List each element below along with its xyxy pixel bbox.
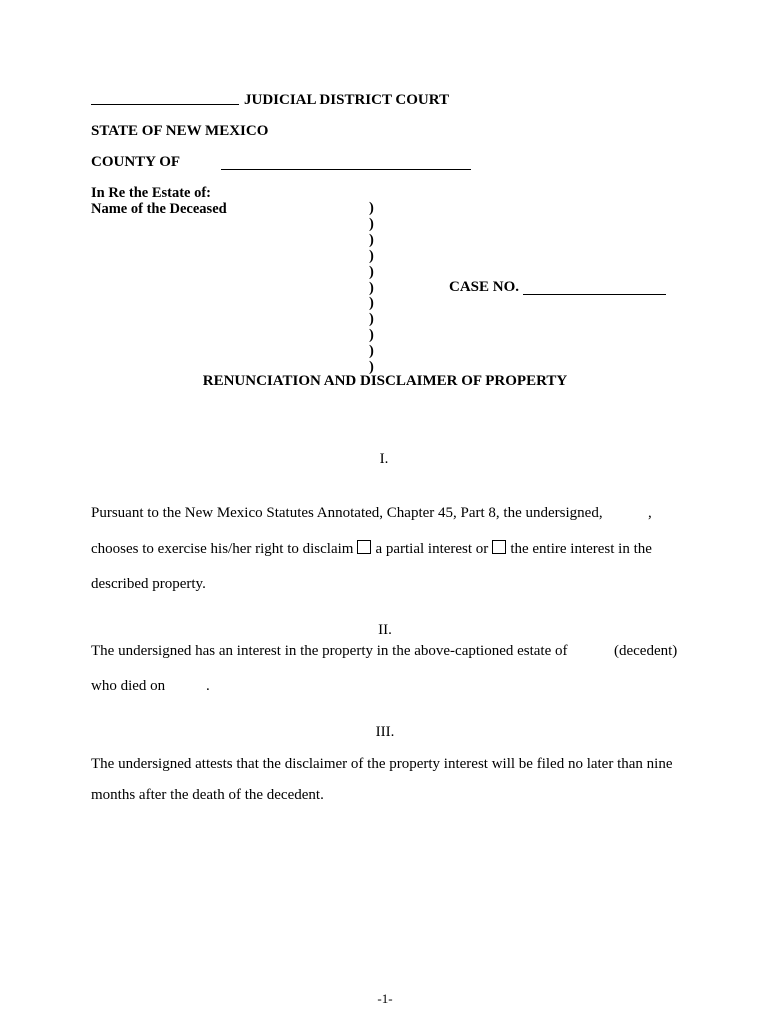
county-blank-line[interactable]	[221, 169, 471, 170]
county-label: COUNTY OF	[91, 154, 181, 170]
section-1-comma: ,	[648, 505, 652, 521]
partial-interest-label: a partial interest or	[375, 541, 489, 557]
decedent-tag: (decedent)	[614, 643, 678, 659]
section-3-line-2: months after the death of the decedent.	[91, 787, 324, 803]
paren: )	[369, 343, 374, 360]
paren: )	[369, 200, 374, 216]
deceased-label: Name of the Deceased	[91, 201, 227, 217]
entire-interest-label: the entire interest in the	[510, 541, 652, 557]
case-no-blank-line[interactable]	[523, 294, 666, 295]
paren: )	[369, 263, 374, 280]
in-re-label: In Re the Estate of:	[91, 185, 212, 201]
caption-parens	[369, 201, 374, 376]
entire-interest-checkbox[interactable]	[492, 540, 506, 554]
section-1-numeral: I.	[379, 451, 389, 467]
document-title: RENUNCIATION AND DISCLAIMER OF PROPERTY	[202, 373, 568, 389]
section-1-line-1: Pursuant to the New Mexico Statutes Annotated, Chapter 45, Part 8, the undersigned,	[91, 505, 603, 521]
section-3-numeral: III.	[375, 724, 395, 740]
paren: )	[369, 327, 374, 344]
paren: )	[369, 359, 374, 376]
paren: )	[369, 311, 374, 328]
case-no-label: CASE NO.	[449, 279, 520, 295]
page-number: -1-	[377, 991, 393, 1006]
section-2-period: .	[206, 678, 210, 694]
paren: )	[369, 247, 374, 264]
court-title: JUDICIAL DISTRICT COURT	[244, 92, 450, 108]
section-1-line-2	[91, 540, 652, 558]
paren: )	[369, 279, 374, 296]
section-3-line-1: The undersigned attests that the disclaimer of the property interest will be filed no later than nine	[91, 756, 673, 772]
state-label: STATE OF NEW MEXICO	[91, 123, 269, 139]
section-2-line-2: who died on	[91, 678, 166, 694]
district-blank-line[interactable]	[91, 104, 239, 105]
paren: )	[369, 215, 374, 232]
partial-interest-checkbox[interactable]	[357, 540, 371, 554]
section-2-line-1: The undersigned has an interest in the property in the above-captioned estate of	[91, 643, 568, 659]
paren: )	[369, 295, 374, 312]
paren: )	[369, 231, 374, 248]
disclaim-prefix: chooses to exercise his/her right to disclaim	[91, 541, 354, 557]
section-2-numeral: II.	[378, 622, 392, 638]
section-1-line-3: described property.	[91, 576, 206, 592]
